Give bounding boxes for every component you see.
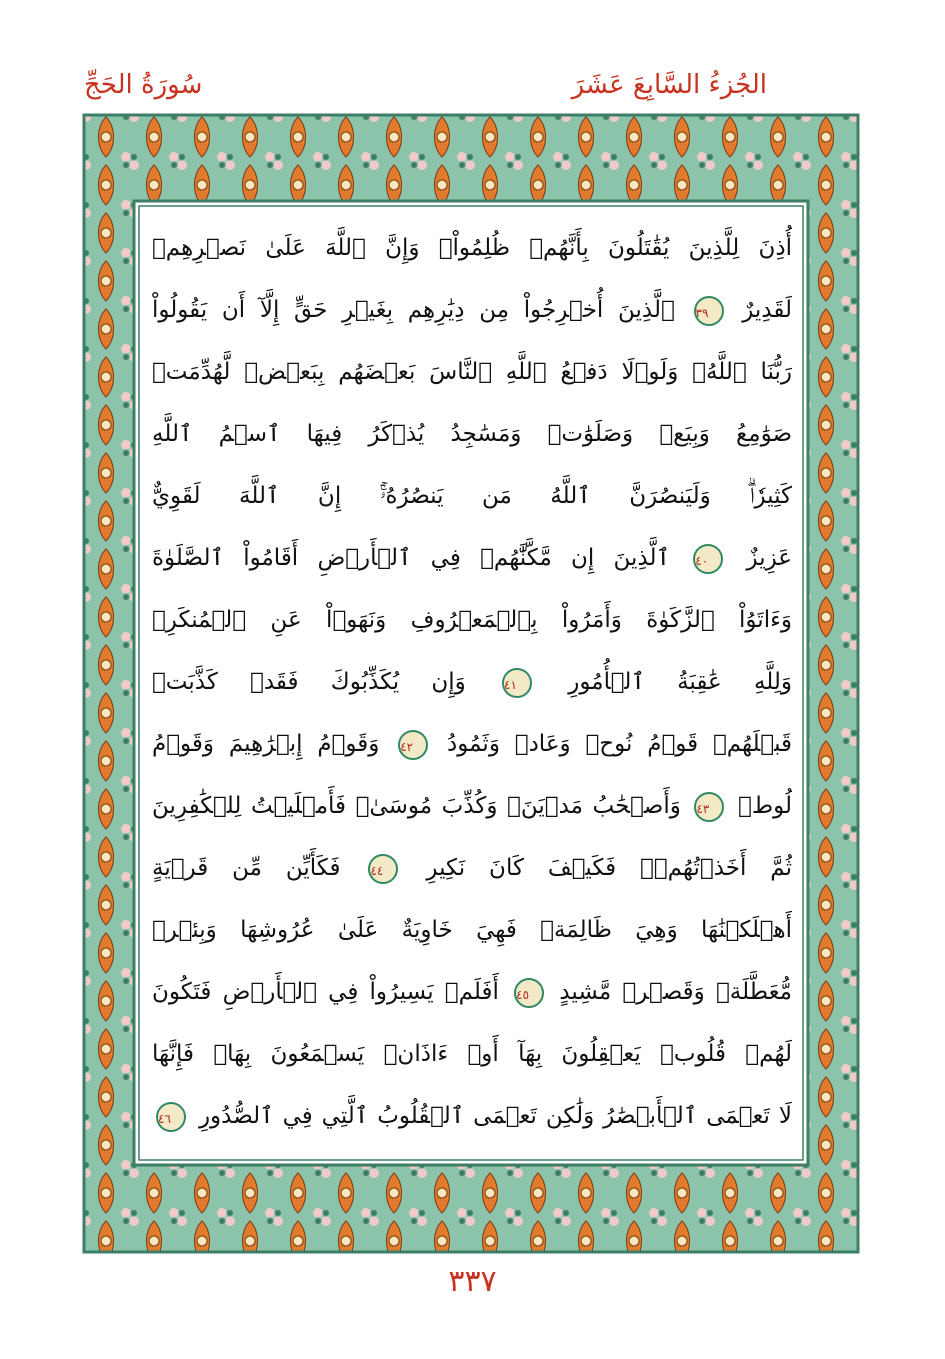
text-line: [152, 284, 792, 336]
line-text: لَهُمۡ قُلُوبٞ يَعۡقِلُونَ بِهَآ أَوۡ ءَاذَانٞ يَسۡمَعُونَ بِهَاۖ فَإِنَّهَا: [152, 1041, 792, 1067]
line-text: أَفَلَمۡ يَسِيرُواْ فِي ٱلۡأَرۡضِ فَتَكُونَ: [152, 979, 499, 1005]
line-text: وَلِلَّهِ عَٰقِبَةُ ٱلۡأُمُورِ: [568, 669, 792, 695]
text-line: [152, 594, 792, 646]
text-line: [152, 966, 792, 1018]
ayah-end-marker: ٤٢: [398, 730, 428, 760]
line-text: عَزِيزٌ: [746, 545, 792, 571]
line-text: ٱلَّذِينَ إِن مَّكَّنَّٰهُمۡ فِي ٱلۡأَرۡضِ أَقَامُواْ ٱلصَّلَوٰةَ: [152, 545, 670, 571]
ayah-end-marker: ٤٤: [368, 854, 398, 884]
line-text: لَقَدِيرٌ: [742, 297, 792, 323]
line-text: لَا تَعۡمَى ٱلۡأَبۡصَٰرُ وَلَٰكِن تَعۡمَى ٱلۡقُلُوبُ ٱلَّتِي فِي ٱلصُّدُورِ: [198, 1103, 792, 1129]
ayah-end-marker: ٣٩: [694, 296, 724, 326]
juz-header: الجُزءُ السَّابِعَ عَشَرَ: [571, 70, 767, 100]
line-text: وَأَصۡحَٰبُ مَدۡيَنَۖ وَكُذِّبَ مُوسَىٰۖ فَأَمۡلَيۡتُ لِلۡكَٰفِرِينَ: [152, 793, 681, 819]
text-line: [152, 1090, 792, 1142]
text-line: [152, 904, 792, 956]
text-line: [152, 532, 792, 584]
ayah-end-marker: ٤٥: [514, 978, 544, 1008]
page-number: ٣٣٧: [448, 1264, 497, 1299]
line-text: ثُمَّ أَخَذۡتُهُمۡۖ فَكَيۡفَ كَانَ نَكِيرِ: [426, 855, 792, 881]
line-text: وَقَوۡمُ إِبۡرَٰهِيمَ وَقَوۡمُ: [152, 731, 380, 757]
line-text: مُّعَطَّلَةٖ وَقَصۡرٖ مَّشِيدٍ: [559, 979, 792, 1005]
text-line: [152, 346, 792, 398]
text-line: [152, 718, 792, 770]
line-text: رَبُّنَا ٱللَّهُۗ وَلَوۡلَا دَفۡعُ ٱللَّهِ ٱلنَّاسَ بَعۡضَهُم بِبَعۡضٖ لَّهُدِّمَتۡ: [152, 359, 792, 385]
line-text: وَءَاتَوُاْ ٱلزَّكَوٰةَ وَأَمَرُواْ بِٱلۡمَعۡرُوفِ وَنَهَوۡاْ عَنِ ٱلۡمُنكَرِۗ: [152, 607, 792, 633]
quran-text-block: [152, 222, 792, 1152]
text-line: [152, 1028, 792, 1080]
text-line: [152, 780, 792, 832]
line-text: كَثِيرٗاۗ وَلَيَنصُرَنَّ ٱللَّهُ مَن يَنصُرُهُۥٓۚ إِنَّ ٱللَّهَ لَقَوِيٌّ: [152, 483, 792, 509]
line-text: أُذِنَ لِلَّذِينَ يُقَٰتَلُونَ بِأَنَّهُمۡ ظُلِمُواْۚ وَإِنَّ ٱللَّهَ عَلَىٰ نَصۡرِهِمۡ: [152, 235, 792, 261]
line-text: فَكَأَيِّن مِّن قَرۡيَةٍ: [152, 855, 341, 881]
ayah-end-marker: ٤٦: [156, 1102, 186, 1132]
surah-header: سُورَةُ الحَجِّ: [84, 70, 203, 100]
ayah-end-marker: ٤٣: [694, 792, 724, 822]
line-text: أَهۡلَكۡنَٰهَا وَهِيَ ظَالِمَةٞ فَهِيَ خَاوِيَةٌ عَلَىٰ عُرُوشِهَا وَبِئۡرٖ: [152, 917, 792, 943]
line-text: وَإِن يُكَذِّبُوكَ فَقَدۡ كَذَّبَتۡ: [152, 669, 466, 695]
ayah-end-marker: ٤٠: [693, 544, 723, 574]
text-line: [152, 842, 792, 894]
line-text: قَبۡلَهُمۡ قَوۡمُ نُوحٖ وَعَادٞ وَثَمُودُ: [447, 731, 792, 757]
text-line: [152, 222, 792, 274]
line-text: ٱلَّذِينَ أُخۡرِجُواْ مِن دِيَٰرِهِم بِغَيۡرِ حَقٍّ إِلَّآ أَن يَقُولُواْ: [152, 297, 675, 323]
text-line: [152, 408, 792, 460]
text-line: [152, 470, 792, 522]
ayah-end-marker: ٤١: [502, 668, 532, 698]
line-text: صَوَٰمِعُ وَبِيَعٞ وَصَلَوَٰتٞ وَمَسَٰجِدُ يُذۡكَرُ فِيهَا ٱسۡمُ ٱللَّهِ: [152, 421, 792, 447]
line-text: لُوطٖ: [738, 793, 792, 819]
text-line: [152, 656, 792, 708]
